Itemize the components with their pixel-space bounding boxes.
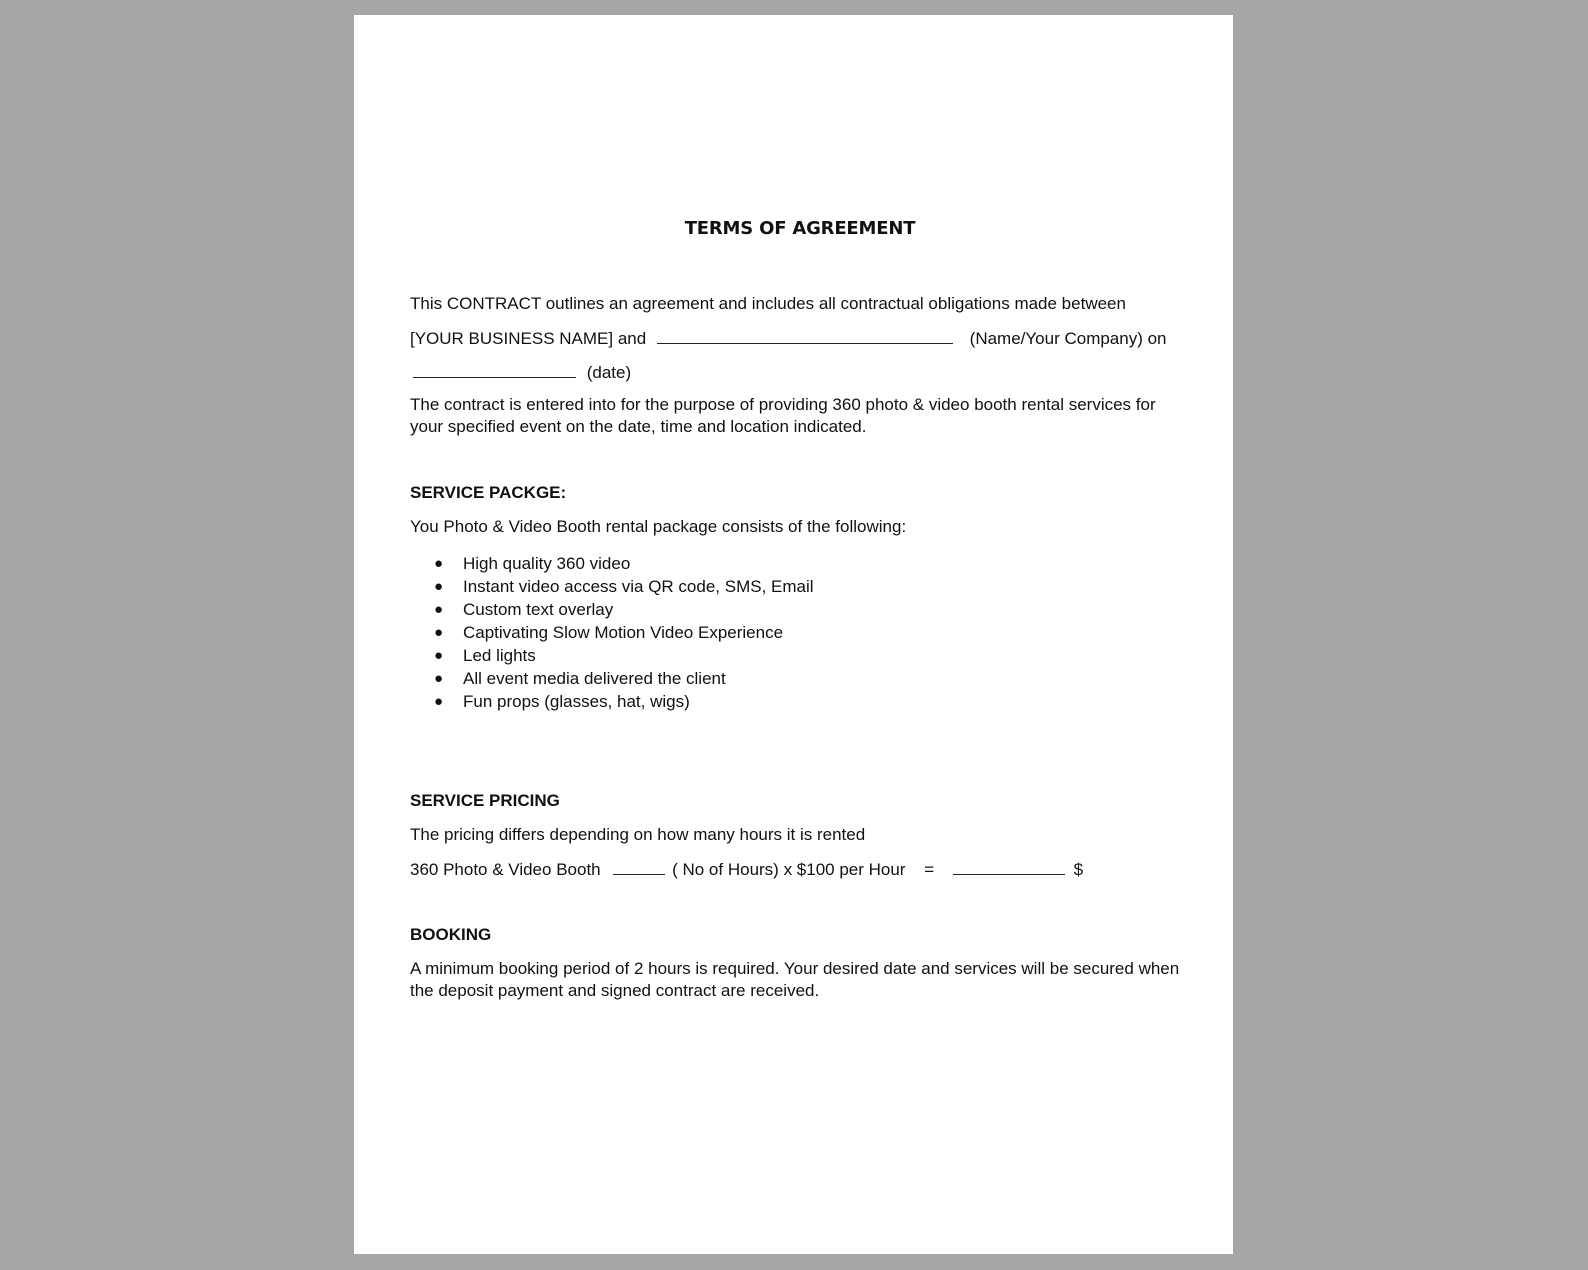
list-item-text: High quality 360 video [463, 554, 631, 573]
client-name-label: (Name/Your Company) on [969, 329, 1167, 348]
list-item [410, 552, 814, 575]
list-item [410, 667, 814, 690]
equals-sign: = [924, 860, 935, 879]
document-page [354, 15, 1233, 1254]
service-package-heading: SERVICE PACKGE: [410, 483, 567, 502]
service-pricing-heading: SERVICE PRICING [410, 791, 560, 810]
list-item [410, 690, 814, 713]
intro-line-3 [410, 361, 631, 384]
bullet-icon: ● [434, 647, 444, 664]
hours-blank[interactable] [613, 858, 665, 875]
booking-paragraph: A minimum booking period of 2 hours is required. Your desired date and services will be secured when the deposit payment and signed contract are received. [410, 959, 1180, 1000]
bullet-icon: ● [434, 578, 444, 595]
service-package-intro: You Photo & Video Booth rental package consists of the following: [410, 517, 907, 536]
client-name-blank[interactable] [657, 327, 953, 344]
bullet-icon: ● [434, 693, 444, 710]
bullet-icon: ● [434, 601, 444, 618]
list-item-text: Instant video access via QR code, SMS, Email [463, 577, 814, 596]
list-item-text: Custom text overlay [463, 600, 614, 619]
feature-list [410, 552, 814, 713]
booking-heading: BOOKING [410, 925, 492, 944]
list-item [410, 644, 814, 667]
page-title: TERMS OF AGREEMENT [684, 218, 916, 239]
business-name-label: [YOUR BUSINESS NAME] and [410, 329, 647, 348]
list-item [410, 598, 814, 621]
pricing-formula [410, 858, 1083, 881]
bullet-icon: ● [434, 670, 444, 687]
bullet-icon: ● [434, 555, 444, 572]
list-item-text: Fun props (glasses, hat, wigs) [463, 692, 690, 711]
currency-symbol: $ [1073, 860, 1084, 879]
list-item-text: All event media delivered the client [463, 669, 726, 688]
date-label: (date) [586, 363, 632, 382]
intro-line-1: This CONTRACT outlines an agreement and includes all contractual obligations made between [410, 294, 1126, 313]
list-item-text: Captivating Slow Motion Video Experience [463, 623, 784, 642]
service-pricing-intro: The pricing differs depending on how many hours it is rented [410, 825, 866, 844]
pricing-formula-rate: ( No of Hours) x $100 per Hour [672, 860, 906, 879]
list-item [410, 575, 814, 598]
pricing-formula-label: 360 Photo & Video Booth [410, 860, 601, 879]
purpose-paragraph: The contract is entered into for the purpose of providing 360 photo & video booth rental services for your specified event on the date, time and location indicated. [410, 395, 1156, 436]
total-blank[interactable] [953, 858, 1065, 875]
bullet-icon: ● [434, 624, 444, 641]
list-item [410, 621, 814, 644]
intro-line-2 [410, 327, 1167, 350]
list-item-text: Led lights [463, 646, 536, 665]
date-blank[interactable] [413, 361, 576, 378]
